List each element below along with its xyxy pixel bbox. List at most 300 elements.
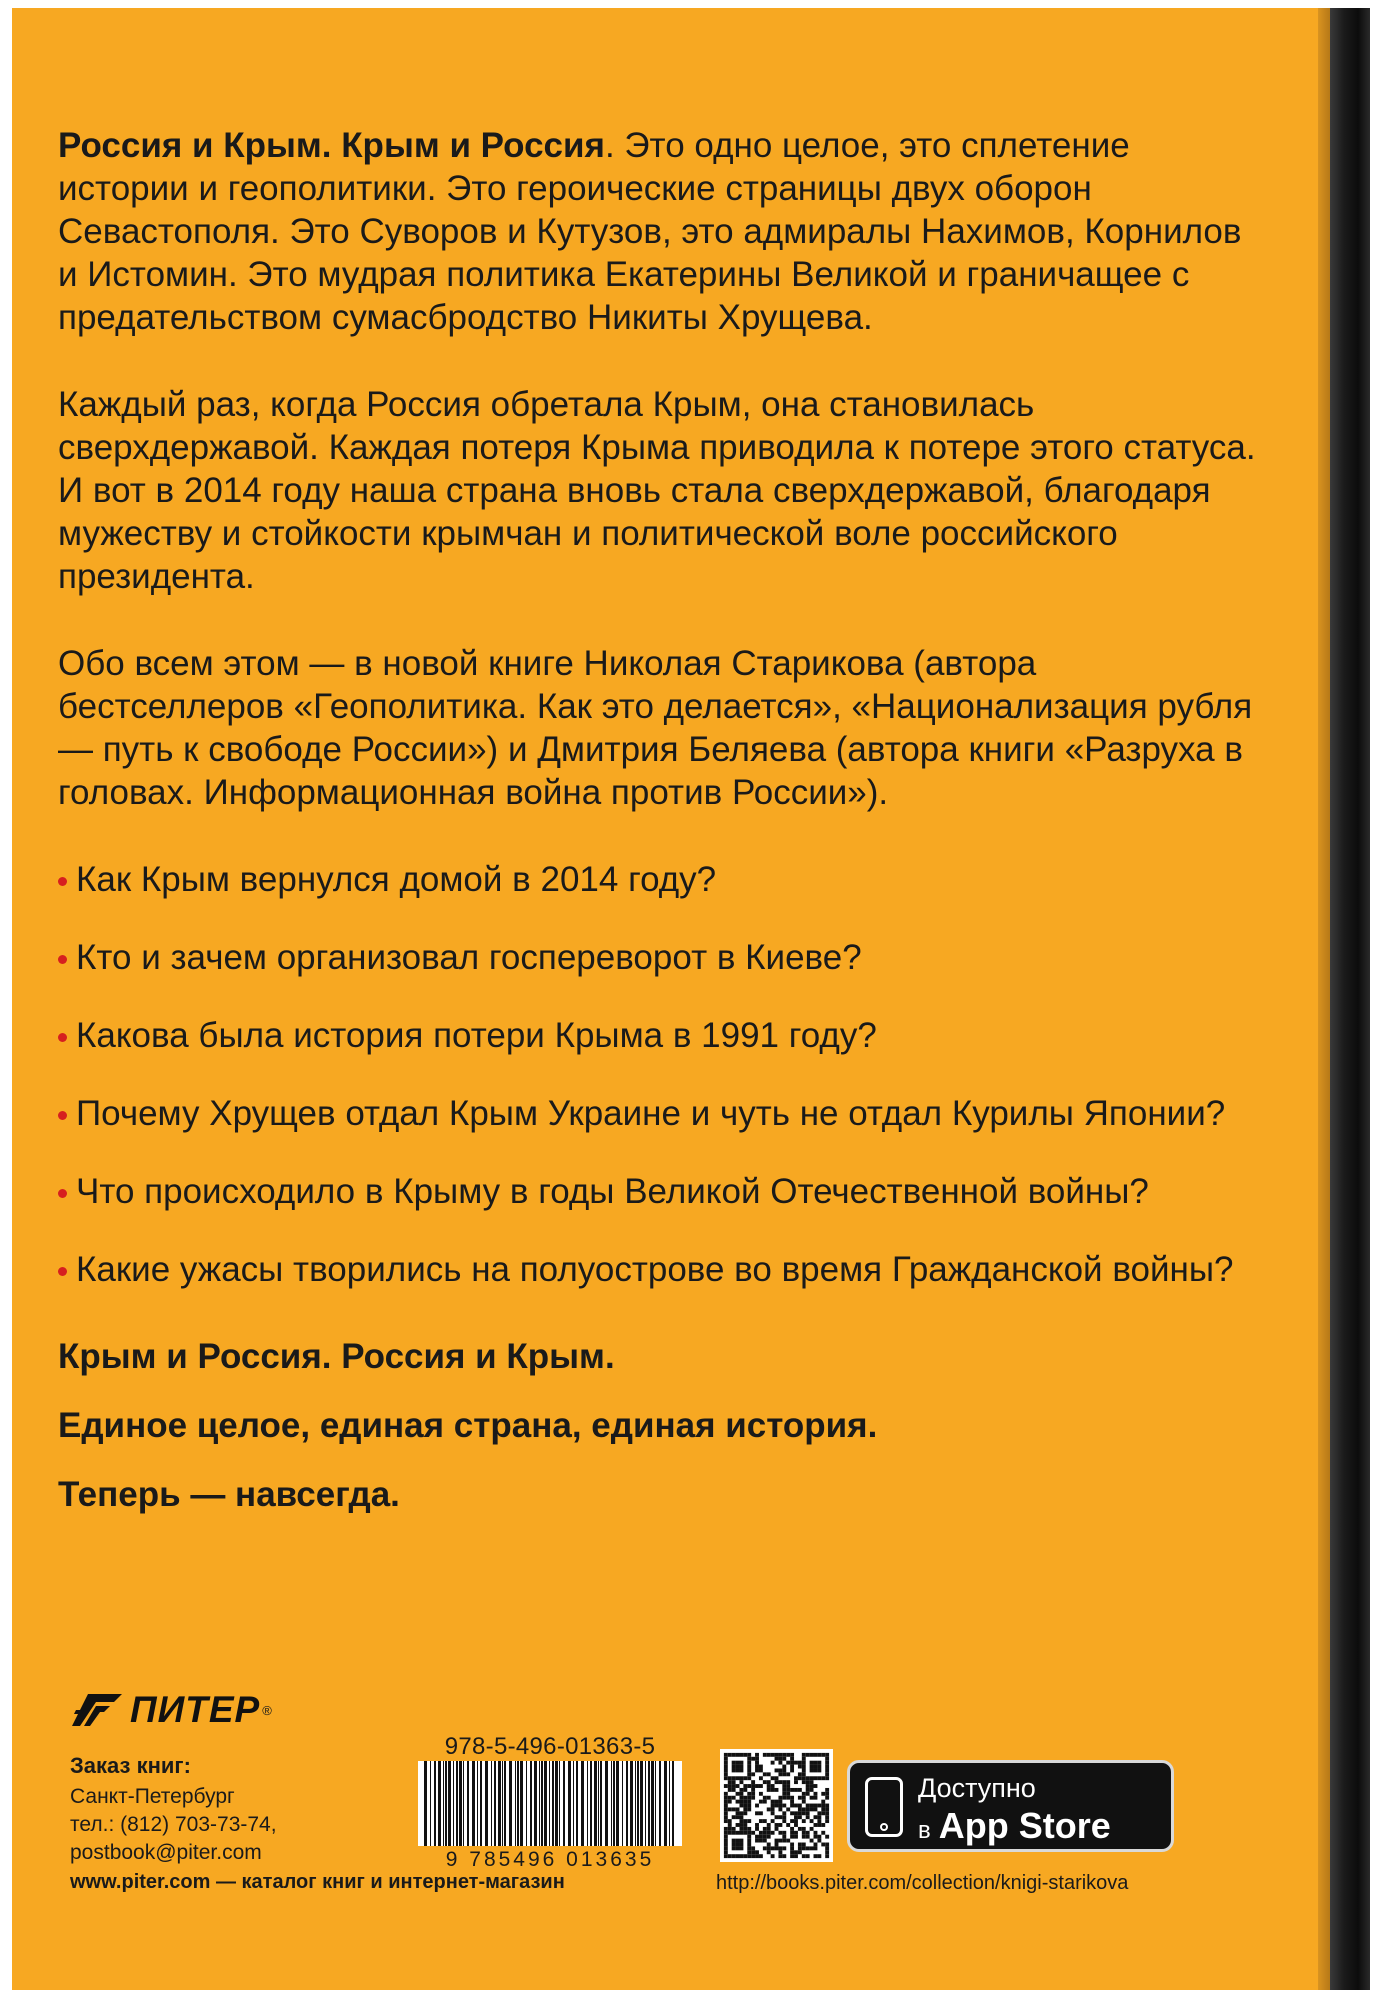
qr-module	[747, 1772, 751, 1776]
qr-module	[739, 1846, 743, 1850]
qr-module	[736, 1765, 740, 1769]
qr-module	[751, 1831, 755, 1835]
qr-module	[747, 1807, 751, 1811]
qr-module	[825, 1846, 829, 1850]
publisher-name: ПИТЕР	[130, 1689, 261, 1730]
qr-module	[775, 1815, 779, 1819]
qr-module	[755, 1784, 759, 1788]
qr-module	[747, 1835, 751, 1839]
qr-module	[755, 1804, 759, 1808]
barcode-bar	[530, 1761, 532, 1846]
qr-module	[798, 1815, 802, 1819]
qr-module	[736, 1843, 740, 1847]
qr-module	[802, 1807, 806, 1811]
qr-module	[763, 1839, 767, 1843]
qr-module	[778, 1800, 782, 1804]
qr-module	[798, 1765, 802, 1769]
question-item: Какова была история потери Крыма в 1991 году?	[58, 1014, 1258, 1057]
qr-module	[739, 1839, 743, 1843]
qr-module	[817, 1819, 821, 1823]
barcode-bar	[539, 1761, 540, 1846]
qr-module	[743, 1819, 747, 1823]
qr-module	[732, 1839, 736, 1843]
qr-module	[790, 1843, 794, 1847]
qr-module	[747, 1843, 751, 1847]
barcode-bar	[622, 1761, 623, 1846]
qr-module	[778, 1839, 782, 1843]
qr-module	[724, 1854, 728, 1858]
qr-module	[724, 1811, 728, 1815]
qr-module	[767, 1835, 771, 1839]
qr-module	[732, 1780, 736, 1784]
qr-module	[798, 1811, 802, 1815]
qr-module	[739, 1792, 743, 1796]
qr-module	[724, 1761, 728, 1765]
qr-module	[743, 1804, 747, 1808]
qr-module	[825, 1761, 829, 1765]
qr-module	[806, 1815, 810, 1819]
qr-module	[782, 1772, 786, 1776]
barcode-bar	[491, 1761, 492, 1846]
qr-module	[786, 1761, 790, 1765]
qr-module	[759, 1811, 763, 1815]
qr-module	[724, 1757, 728, 1761]
qr-module	[771, 1776, 775, 1780]
qr-module	[786, 1788, 790, 1792]
qr-module	[825, 1768, 829, 1772]
qr-module	[786, 1796, 790, 1800]
question-item: Почему Хрущев отдал Крым Украине и чуть не отдал Курилы Японии?	[58, 1092, 1258, 1135]
qr-module	[767, 1807, 771, 1811]
qr-module	[736, 1753, 740, 1757]
qr-module	[825, 1757, 829, 1761]
qr-module	[778, 1780, 782, 1784]
qr-module	[810, 1765, 814, 1769]
qr-module	[817, 1761, 821, 1765]
qr-module	[782, 1819, 786, 1823]
qr-module	[732, 1761, 736, 1765]
qr-module	[794, 1854, 798, 1858]
qr-module	[814, 1784, 818, 1788]
qr-module	[775, 1768, 779, 1772]
qr-module	[825, 1811, 829, 1815]
qr-module	[825, 1753, 829, 1757]
qr-module	[763, 1800, 767, 1804]
qr-module	[782, 1792, 786, 1796]
qr-module	[732, 1765, 736, 1769]
qr-module	[802, 1757, 806, 1761]
qr-module	[767, 1753, 771, 1757]
publisher-logo	[70, 1688, 272, 1732]
qr-module	[732, 1854, 736, 1858]
barcode-bar	[544, 1761, 547, 1846]
qr-module	[728, 1753, 732, 1757]
qr-module	[747, 1839, 751, 1843]
qr-module	[817, 1776, 821, 1780]
qr-module	[724, 1807, 728, 1811]
qr-module	[724, 1850, 728, 1854]
qr-module	[806, 1776, 810, 1780]
app-store-label: App Store	[938, 1805, 1111, 1846]
qr-module	[759, 1831, 763, 1835]
isbn-label: 978-5-496-01363-5	[444, 1733, 656, 1760]
qr-module	[736, 1811, 740, 1815]
qr-module	[736, 1761, 740, 1765]
barcode-bar	[648, 1761, 650, 1846]
qr-module	[747, 1768, 751, 1772]
order-info	[70, 1752, 430, 1867]
qr-module	[821, 1811, 825, 1815]
qr-module	[759, 1784, 763, 1788]
qr-module	[736, 1807, 740, 1811]
qr-module	[739, 1765, 743, 1769]
qr-module	[739, 1804, 743, 1808]
qr-module	[739, 1753, 743, 1757]
qr-module	[736, 1784, 740, 1788]
qr-module	[806, 1753, 810, 1757]
qr-module	[767, 1788, 771, 1792]
qr-module	[739, 1796, 743, 1800]
qr-module	[751, 1772, 755, 1776]
qr-module	[790, 1854, 794, 1858]
qr-module	[732, 1807, 736, 1811]
qr-module	[743, 1800, 747, 1804]
qr-module	[825, 1815, 829, 1819]
qr-module	[814, 1835, 818, 1839]
qr-module	[728, 1831, 732, 1835]
qr-module	[802, 1846, 806, 1850]
qr-module	[821, 1831, 825, 1835]
questions-list	[58, 858, 1258, 1291]
qr-module	[736, 1846, 740, 1850]
qr-module	[778, 1772, 782, 1776]
order-email: postbook@piter.com	[70, 1841, 262, 1864]
app-store-available: Доступно	[918, 1773, 1036, 1803]
barcode-bar	[459, 1761, 462, 1846]
qr-module	[736, 1823, 740, 1827]
qr-module	[771, 1761, 775, 1765]
qr-module	[794, 1831, 798, 1835]
qr-module	[732, 1831, 736, 1835]
qr-module	[802, 1811, 806, 1815]
qr-module	[724, 1784, 728, 1788]
qr-module	[825, 1788, 829, 1792]
qr-module	[747, 1753, 751, 1757]
qr-module	[802, 1753, 806, 1757]
barcode-bar	[651, 1761, 654, 1846]
qr-module	[747, 1819, 751, 1823]
qr-module	[790, 1804, 794, 1808]
qr-module	[794, 1804, 798, 1808]
barcode-bar	[534, 1761, 537, 1846]
qr-module	[739, 1800, 743, 1804]
qr-module	[728, 1776, 732, 1780]
qr-module	[802, 1835, 806, 1839]
qr-module	[810, 1768, 814, 1772]
qr-module	[747, 1827, 751, 1831]
qr-module	[743, 1788, 747, 1792]
qr-code-icon	[720, 1749, 833, 1862]
qr-module	[739, 1780, 743, 1784]
qr-module	[771, 1807, 775, 1811]
qr-module	[802, 1761, 806, 1765]
barcode-bar	[448, 1761, 451, 1846]
qr-module	[739, 1776, 743, 1780]
qr-module	[814, 1831, 818, 1835]
app-store-name	[918, 1805, 1111, 1847]
qr-module	[806, 1831, 810, 1835]
qr-module	[810, 1796, 814, 1800]
qr-module	[810, 1846, 814, 1850]
barcode-bar	[559, 1761, 560, 1846]
qr-module	[794, 1780, 798, 1784]
qr-module	[775, 1753, 779, 1757]
qr-module	[747, 1846, 751, 1850]
qr-module	[806, 1846, 810, 1850]
barcode-bar	[480, 1761, 482, 1846]
qr-module	[798, 1761, 802, 1765]
qr-module	[747, 1792, 751, 1796]
qr-module	[732, 1788, 736, 1792]
barcode-bar	[456, 1761, 458, 1846]
qr-module	[790, 1800, 794, 1804]
qr-module	[790, 1788, 794, 1792]
qr-module	[810, 1753, 814, 1757]
qr-module	[775, 1827, 779, 1831]
qr-module	[724, 1846, 728, 1850]
qr-module	[775, 1846, 779, 1850]
qr-module	[790, 1831, 794, 1835]
qr-module	[775, 1776, 779, 1780]
qr-module	[755, 1757, 759, 1761]
qr-module	[747, 1757, 751, 1761]
qr-module	[814, 1765, 818, 1769]
qr-module	[825, 1772, 829, 1776]
barcode-bar	[635, 1761, 636, 1846]
qr-module	[782, 1846, 786, 1850]
qr-module	[825, 1765, 829, 1769]
qr-module	[806, 1792, 810, 1796]
qr-module	[747, 1850, 751, 1854]
barcode-bar	[526, 1761, 527, 1846]
qr-module	[747, 1831, 751, 1835]
qr-module	[755, 1753, 759, 1757]
qr-module	[806, 1788, 810, 1792]
qr-module	[782, 1839, 786, 1843]
qr-module	[751, 1780, 755, 1784]
qr-module	[786, 1792, 790, 1796]
qr-module	[747, 1761, 751, 1765]
qr-module	[794, 1850, 798, 1854]
qr-module	[747, 1776, 751, 1780]
qr-module	[782, 1765, 786, 1769]
qr-module	[739, 1815, 743, 1819]
qr-module	[786, 1823, 790, 1827]
qr-module	[736, 1768, 740, 1772]
barcode-bar	[463, 1761, 464, 1846]
barcode-bar	[494, 1761, 496, 1846]
qr-module	[790, 1827, 794, 1831]
barcode-bar	[443, 1761, 444, 1846]
qr-module	[763, 1831, 767, 1835]
qr-module	[794, 1776, 798, 1780]
barcode-bar	[485, 1761, 488, 1846]
closing-line: Теперь — навсегда.	[58, 1475, 400, 1514]
publisher-site: www.piter.com — каталог книг и интернет-магазин	[70, 1871, 565, 1893]
app-store-prefix: в	[918, 1817, 931, 1844]
qr-module	[802, 1796, 806, 1800]
qr-module	[739, 1788, 743, 1792]
barcode-bar	[438, 1761, 441, 1846]
barcode-bar	[498, 1761, 501, 1846]
barcode-bar	[594, 1761, 597, 1846]
qr-module	[739, 1811, 743, 1815]
qr-module	[821, 1776, 825, 1780]
qr-module	[798, 1846, 802, 1850]
barcode-bar	[424, 1761, 427, 1846]
barcode-digits: 9 785496 013635	[445, 1848, 655, 1871]
question-item: Кто и зачем организовал госпереворот в Киеве?	[58, 936, 1258, 979]
qr-module	[786, 1784, 790, 1788]
qr-module	[782, 1804, 786, 1808]
qr-module	[724, 1843, 728, 1847]
qr-module	[817, 1765, 821, 1769]
qr-module	[798, 1850, 802, 1854]
qr-module	[817, 1823, 821, 1827]
qr-module	[775, 1757, 779, 1761]
qr-module	[794, 1823, 798, 1827]
qr-module	[767, 1827, 771, 1831]
qr-module	[778, 1757, 782, 1761]
qr-module	[790, 1765, 794, 1769]
qr-module	[759, 1839, 763, 1843]
qr-module	[817, 1815, 821, 1819]
qr-module	[724, 1815, 728, 1819]
qr-module	[736, 1854, 740, 1858]
qr-module	[786, 1807, 790, 1811]
qr-module	[755, 1850, 759, 1854]
barcode-bar	[640, 1761, 643, 1846]
qr-module	[790, 1819, 794, 1823]
qr-module	[810, 1761, 814, 1765]
qr-module	[759, 1792, 763, 1796]
qr-module	[786, 1772, 790, 1776]
authors-paragraph: Обо всем этом — в новой книге Николая Старикова (автора бестселлеров «Геополитика. Как это делается», «Национализация рубля — путь к свободе России») и Дмитрия Беляева (автора книги «Разруха в головах. Информационная война против России»).	[58, 644, 1253, 812]
qr-module	[810, 1804, 814, 1808]
qr-module	[802, 1765, 806, 1769]
barcode-bar	[590, 1761, 592, 1846]
qr-module	[775, 1839, 779, 1843]
qr-module	[732, 1827, 736, 1831]
qr-module	[778, 1768, 782, 1772]
qr-module	[732, 1768, 736, 1772]
qr-module	[771, 1811, 775, 1815]
qr-module	[794, 1819, 798, 1823]
qr-module	[825, 1843, 829, 1847]
qr-module	[739, 1827, 743, 1831]
closing-line: Крым и Россия. Россия и Крым.	[58, 1337, 615, 1376]
barcode-bar	[472, 1761, 475, 1846]
qr-module	[759, 1800, 763, 1804]
qr-module	[747, 1854, 751, 1858]
qr-module	[759, 1768, 763, 1772]
qr-module	[794, 1815, 798, 1819]
qr-module	[790, 1757, 794, 1761]
qr-module	[814, 1761, 818, 1765]
qr-module	[736, 1815, 740, 1819]
qr-module	[743, 1796, 747, 1800]
qr-module	[778, 1807, 782, 1811]
qr-module	[825, 1796, 829, 1800]
qr-module	[798, 1788, 802, 1792]
barcode-bar	[630, 1761, 633, 1846]
qr-module	[782, 1831, 786, 1835]
qr-module	[771, 1788, 775, 1792]
qr-module	[790, 1761, 794, 1765]
qr-module	[817, 1811, 821, 1815]
qr-module	[755, 1761, 759, 1765]
qr-module	[739, 1819, 743, 1823]
barcode-bar	[563, 1761, 565, 1846]
qr-module	[821, 1823, 825, 1827]
qr-module	[736, 1792, 740, 1796]
barcode-bar	[515, 1761, 516, 1846]
qr-module	[724, 1831, 728, 1835]
barcode-bar	[434, 1761, 436, 1846]
collection-url[interactable]: http://books.piter.com/collection/knigi-starikova	[716, 1872, 1129, 1894]
app-store-badge[interactable]	[847, 1760, 1174, 1852]
qr-module	[728, 1800, 732, 1804]
qr-module	[724, 1839, 728, 1843]
qr-module	[755, 1854, 759, 1858]
qr-module	[802, 1819, 806, 1823]
qr-module	[743, 1823, 747, 1827]
qr-module	[817, 1753, 821, 1757]
qr-module	[786, 1839, 790, 1843]
qr-module	[759, 1776, 763, 1780]
qr-module	[771, 1800, 775, 1804]
qr-module	[790, 1768, 794, 1772]
qr-module	[739, 1831, 743, 1835]
barcode-bar	[517, 1761, 519, 1846]
qr-module	[794, 1835, 798, 1839]
qr-module	[806, 1854, 810, 1858]
qr-module	[751, 1784, 755, 1788]
question-item: Какие ужасы творились на полуострове во время Гражданской войны?	[58, 1248, 1258, 1291]
qr-module	[802, 1776, 806, 1780]
qr-module	[814, 1796, 818, 1800]
qr-module	[724, 1819, 728, 1823]
qr-module	[778, 1804, 782, 1808]
barcode-bar	[504, 1761, 506, 1846]
qr-module	[806, 1784, 810, 1788]
qr-module	[767, 1846, 771, 1850]
qr-module	[743, 1784, 747, 1788]
qr-module	[810, 1780, 814, 1784]
barcode-bar	[637, 1761, 639, 1846]
qr-module	[802, 1843, 806, 1847]
qr-module	[782, 1811, 786, 1815]
qr-module	[786, 1753, 790, 1757]
barcode-bar	[430, 1761, 431, 1846]
registered-mark: ®	[262, 1702, 272, 1718]
question-item: Что происходило в Крыму в годы Великой Отечественной войны?	[58, 1170, 1258, 1213]
qr-module	[782, 1835, 786, 1839]
qr-module	[810, 1839, 814, 1843]
barcode-bar	[467, 1761, 469, 1846]
qr-module	[751, 1788, 755, 1792]
qr-module	[724, 1827, 728, 1831]
